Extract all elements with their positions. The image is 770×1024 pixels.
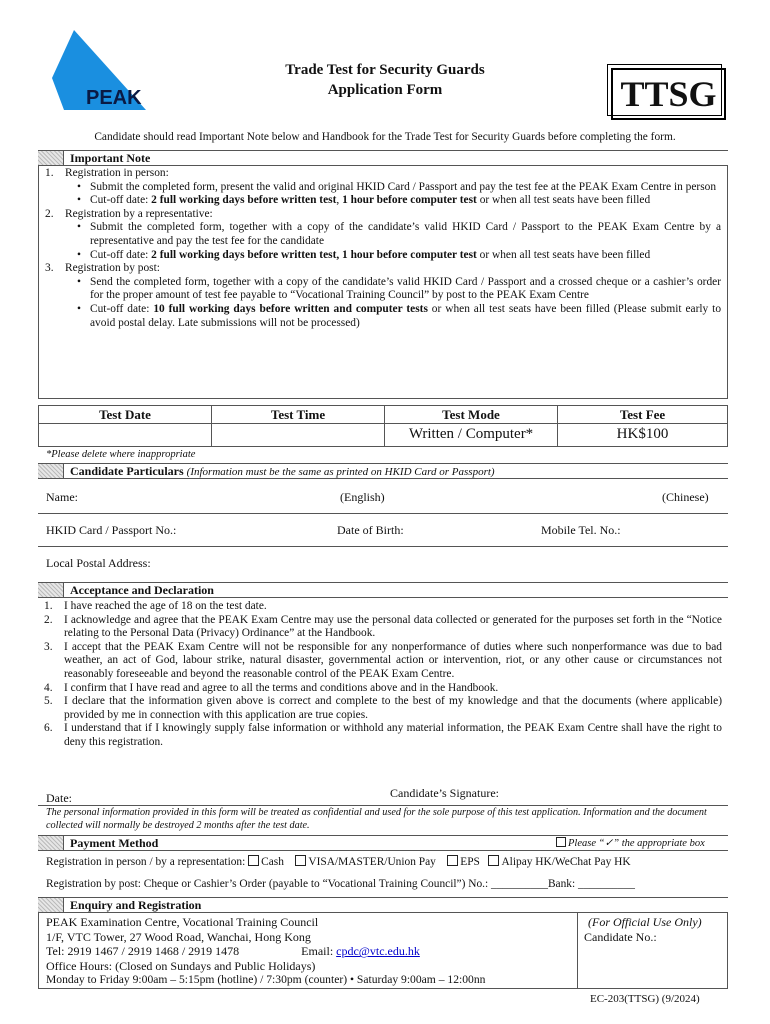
official-use-label: (For Official Use Only) — [588, 915, 702, 929]
name-chinese-input[interactable] — [400, 490, 655, 506]
test-mode-header: Test Mode — [385, 406, 558, 424]
cash-label: Cash — [261, 856, 284, 868]
privacy-note: The personal information provided in this form will be treated as confidential and used for the sole purpose of this test application. Information and the document collected will normally be destroyed 2 months after the test date. — [46, 807, 707, 831]
divider — [38, 513, 728, 514]
eps-label: EPS — [460, 856, 480, 868]
alipay-label: Alipay HK/WeChat Pay HK — [501, 856, 631, 868]
form-title: Trade Test for Security Guards — [285, 62, 485, 78]
enquiry-header — [38, 897, 728, 913]
important-note-header — [38, 150, 728, 166]
email-link[interactable]: cpdc@vtc.edu.hk — [336, 944, 420, 959]
important-note-box: 1. Registration in person: • Submit the completed form, present the valid and original HKID Card / Passport and pay the test fee at the PEAK Exam Centre in person • Cut-off date: 2 full working days before written test, 1 hour before computer test or when all test seats have been filled 2. Registration by a representative: • Submit the completed form, together with a copy of the candidate’s valid HKID Card / Passport to the PEAK Exam Centre by a representative and pay the test fee for the candidate • Cut-off date: 2 full working days before written test, 1 hour before computer test or when all test seats have been filled 3. Registration by post: • Send the completed form, together with a copy of the candidate’s valid HKID Card / Passport and a crossed cheque or a cashier’s order for the proper amount of test fee payable to “Vocational Training Council” by post to the PEAK Exam Centre • Cut-off date: 10 full working days before written and computer tests or when all test seats have been filled (Please submit early to avoid postal delay. Late submissions will not be processed) — [38, 166, 728, 399]
payment-in-person-row — [46, 855, 631, 870]
payment-by-post: Registration by post: Cheque or Cashier’s Order (payable to “Vocational Training Council”) No.: __________Bank: __________ — [46, 878, 635, 890]
date-input[interactable] — [80, 790, 280, 806]
enquiry-details: PEAK Examination Centre, Vocational Training Council 1/F, VTC Tower, 27 Wood Road, Wanchai, Hong Kong Tel: 2919 1467 / 2919 1468 / 2919 1478 Email: cpdc@vtc.edu.hk Office Hours: (Closed on Sundays and Public Holidays) Monday to Friday 9:00am – 5:15pm (hotline) / 7:30pm (counter) • Saturday 9:00am – 12:00nn — [46, 915, 486, 987]
test-time-field[interactable] — [212, 424, 385, 447]
name-english-label: (English) — [340, 490, 385, 504]
address-label: Local Postal Address: — [46, 556, 151, 570]
signature-label: Candidate’s Signature: — [390, 786, 499, 800]
test-date-field[interactable] — [39, 424, 212, 447]
dob-input[interactable] — [420, 522, 535, 538]
intro-text: Candidate should read Important Note below and Handbook for the Trade Test for Security Guards before completing the form. — [94, 131, 676, 143]
cash-checkbox[interactable] — [248, 855, 259, 866]
candidate-heading-note: (Information must be the same as printed on HKID Card or Passport) — [186, 466, 495, 478]
declaration-header — [38, 582, 728, 598]
dob-label: Date of Birth: — [337, 523, 404, 537]
declaration-heading: Acceptance and Declaration — [70, 583, 214, 597]
important-note-heading: Important Note — [70, 151, 151, 165]
test-date-header: Test Date — [39, 406, 212, 424]
candidate-heading: Candidate Particulars — [70, 464, 184, 478]
eps-checkbox[interactable] — [447, 855, 458, 866]
footer-code: EC-203(TTSG) (9/2024) — [590, 993, 700, 1005]
visa-label: VISA/MASTER/Union Pay — [308, 856, 436, 868]
test-mode-value[interactable]: Written / Computer* — [385, 424, 558, 447]
mobile-label: Mobile Tel. No.: — [541, 523, 621, 537]
delete-note: *Please delete where inappropriate — [46, 449, 196, 460]
form-subtitle: Application Form — [327, 82, 443, 98]
form-code-box: TTSG — [611, 68, 726, 120]
name-chinese-label: (Chinese) — [662, 490, 709, 504]
address-input[interactable] — [176, 555, 726, 571]
in-person-label: Registration in person / by a representation: — [46, 856, 246, 868]
logo-text: PEAK — [86, 87, 142, 109]
divider — [38, 546, 728, 547]
name-label: Name: — [46, 490, 78, 504]
test-info-table — [38, 405, 728, 447]
hkid-input[interactable] — [208, 522, 328, 538]
tick-hint: Please “✓” the appropriate box — [556, 837, 705, 851]
visa-checkbox[interactable] — [295, 855, 306, 866]
candidate-header — [38, 463, 728, 479]
signature-input[interactable] — [522, 785, 726, 801]
enquiry-heading: Enquiry and Registration — [70, 898, 202, 912]
peak-logo — [52, 30, 152, 118]
date-label: Date: — [46, 791, 72, 805]
candidate-no-label: Candidate No.: — [584, 930, 657, 944]
divider — [577, 913, 578, 989]
test-fee-header: Test Fee — [558, 406, 728, 424]
test-fee-value: HK$100 — [558, 424, 728, 447]
hkid-label: HKID Card / Passport No.: — [46, 523, 177, 537]
declaration-list: 1. I have reached the age of 18 on the test date. 2. I acknowledge and agree that the PEAK Exam Centre may use the personal data collected or generated for the purposes set forth in the “Notice relating to the Personal Data (Privacy) Ordinance” at the Handbook. 3. I accept that the PEAK Exam Centre will not be responsible for any nonperformance of duties where such nonperformance was due to bad weather, an act of God, labour strike, natural disaster, governmental action or intervention, riot, or any other cause or circumstances not reasonably foreseeable and beyond the reasonable control of the PEAK Exam Centre. 4. I confirm that I have read and agree to all the terms and conditions above and in the Handbook. 5. I declare that the information given above is correct and complete to the best of my knowledge and that the documents (where applicable) provided by me in connection with this application are true copies. 6. I understand that if I knowingly supply false information or withhold any material information, the PEAK Exam Centre shall have the right to deny this registration. — [44, 600, 722, 748]
payment-heading: Payment Method — [70, 836, 159, 850]
mobile-input[interactable] — [640, 522, 726, 538]
name-english-input[interactable] — [100, 490, 330, 506]
divider — [38, 805, 728, 806]
test-time-header: Test Time — [212, 406, 385, 424]
alipay-checkbox[interactable] — [488, 855, 499, 866]
